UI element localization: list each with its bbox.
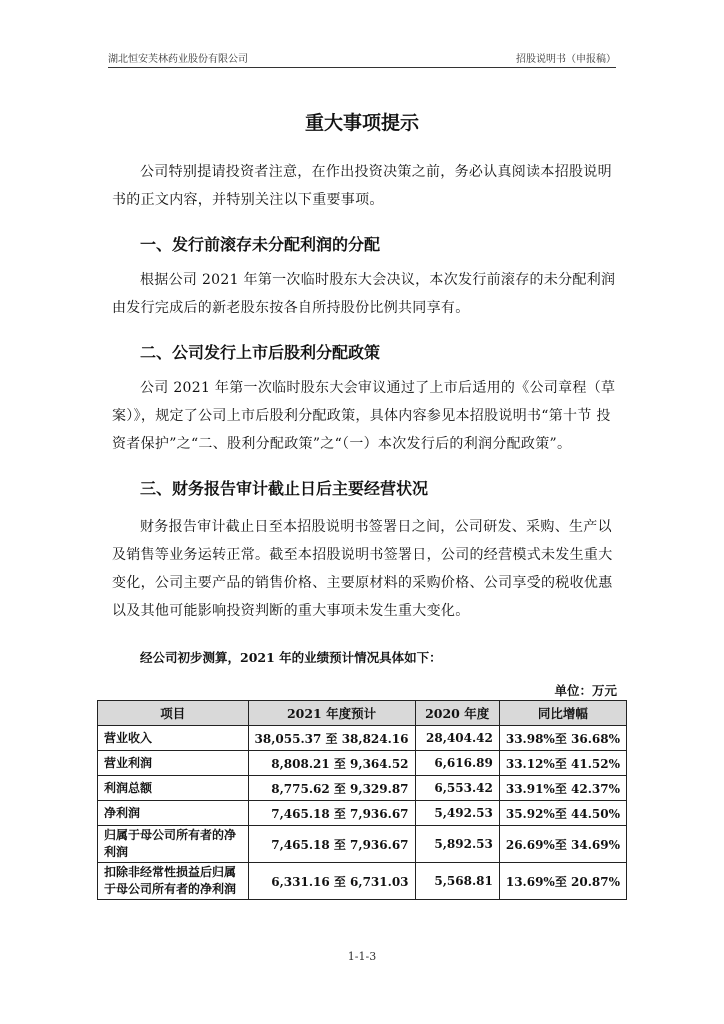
row-actual-2020: 6,553.42 (415, 776, 499, 801)
section-body-3: 财务报告审计截止日至本招股说明书签署日之间，公司研发、采购、生产以及销售等业务运转正常。截至本招股说明书签署日，公司的经营模式未发生重大变化，公司主要产品的销售价格、主要原材料的采购价格、公司享受的税收优惠以及其他可能影响投资判断的重大事项未发生重大变化。 (112, 519, 613, 619)
section-heading-3: 三、财务报告审计截止日后主要经营状况 (140, 479, 429, 498)
column-header: 2021 年度预计 (248, 701, 415, 726)
row-forecast-2021: 38,055.37 至 38,824.16 (248, 726, 415, 751)
column-header: 同比增幅 (499, 701, 626, 726)
row-item: 营业收入 (98, 726, 249, 751)
forecast-lead: 经公司初步测算，2021 年的业绩预计情况具体如下： (140, 650, 442, 665)
row-actual-2020: 5,492.53 (415, 801, 499, 826)
row-growth: 33.98%至 36.68% (499, 726, 626, 751)
row-actual-2020: 28,404.42 (415, 726, 499, 751)
row-growth: 33.91%至 42.37% (499, 776, 626, 801)
header-company: 湖北恒安芙林药业股份有限公司 (108, 54, 248, 65)
row-item: 利润总额 (98, 776, 249, 801)
row-forecast-2021: 6,331.16 至 6,731.03 (248, 863, 415, 900)
row-growth: 26.69%至 34.69% (499, 826, 626, 863)
row-actual-2020: 5,568.81 (415, 863, 499, 900)
row-growth: 33.12%至 41.52% (499, 751, 626, 776)
page-header (108, 50, 616, 66)
forecast-table (97, 700, 627, 900)
column-header: 项目 (98, 701, 249, 726)
row-forecast-2021: 8,808.21 至 9,364.52 (248, 751, 415, 776)
section-heading-2: 二、公司发行上市后股利分配政策 (140, 343, 381, 362)
row-item: 扣除非经常性损益后归属于母公司所有者的净利润 (98, 863, 249, 900)
row-forecast-2021: 8,775.62 至 9,329.87 (248, 776, 415, 801)
table-row (98, 751, 627, 776)
section-body-1: 根据公司 2021 年第一次临时股东大会决议，本次发行前滚存的未分配利润由发行完成后的新老股东按各自所持股份比例共同享有。 (112, 272, 616, 316)
table-row (98, 776, 627, 801)
row-growth: 13.69%至 20.87% (499, 863, 626, 900)
page-number: 1-1-3 (347, 950, 377, 963)
page-title: 重大事项提示 (304, 112, 419, 134)
row-item: 归属于母公司所有者的净利润 (98, 826, 249, 863)
section-body-2: 公司 2021 年第一次临时股东大会审议通过了上市后适用的《公司章程（草案）》，规定了公司上市后股利分配政策，具体内容参见本招股说明书“第十节 投资者保护”之“二、股利分配政策”之“（一）本次发行后的利润分配政策”。 (112, 380, 616, 452)
row-actual-2020: 6,616.89 (415, 751, 499, 776)
header-doc-type: 招股说明书（申报稿） (516, 54, 616, 65)
row-actual-2020: 5,892.53 (415, 826, 499, 863)
table-row (98, 826, 627, 863)
header-divider (108, 67, 616, 68)
table-header-row (98, 701, 627, 726)
table-row (98, 801, 627, 826)
row-item: 净利润 (98, 801, 249, 826)
row-forecast-2021: 7,465.18 至 7,936.67 (248, 826, 415, 863)
row-forecast-2021: 7,465.18 至 7,936.67 (248, 801, 415, 826)
column-header: 2020 年度 (415, 701, 499, 726)
intro-paragraph: 公司特别提请投资者注意，在作出投资决策之前，务必认真阅读本招股说明书的正文内容，并特别关注以下重要事项。 (112, 164, 612, 208)
row-growth: 35.92%至 44.50% (499, 801, 626, 826)
table-row (98, 726, 627, 751)
row-item: 营业利润 (98, 751, 249, 776)
section-heading-1: 一、发行前滚存未分配利润的分配 (140, 235, 381, 254)
forecast-unit: 单位：万元 (554, 683, 617, 698)
table-row (98, 863, 627, 900)
